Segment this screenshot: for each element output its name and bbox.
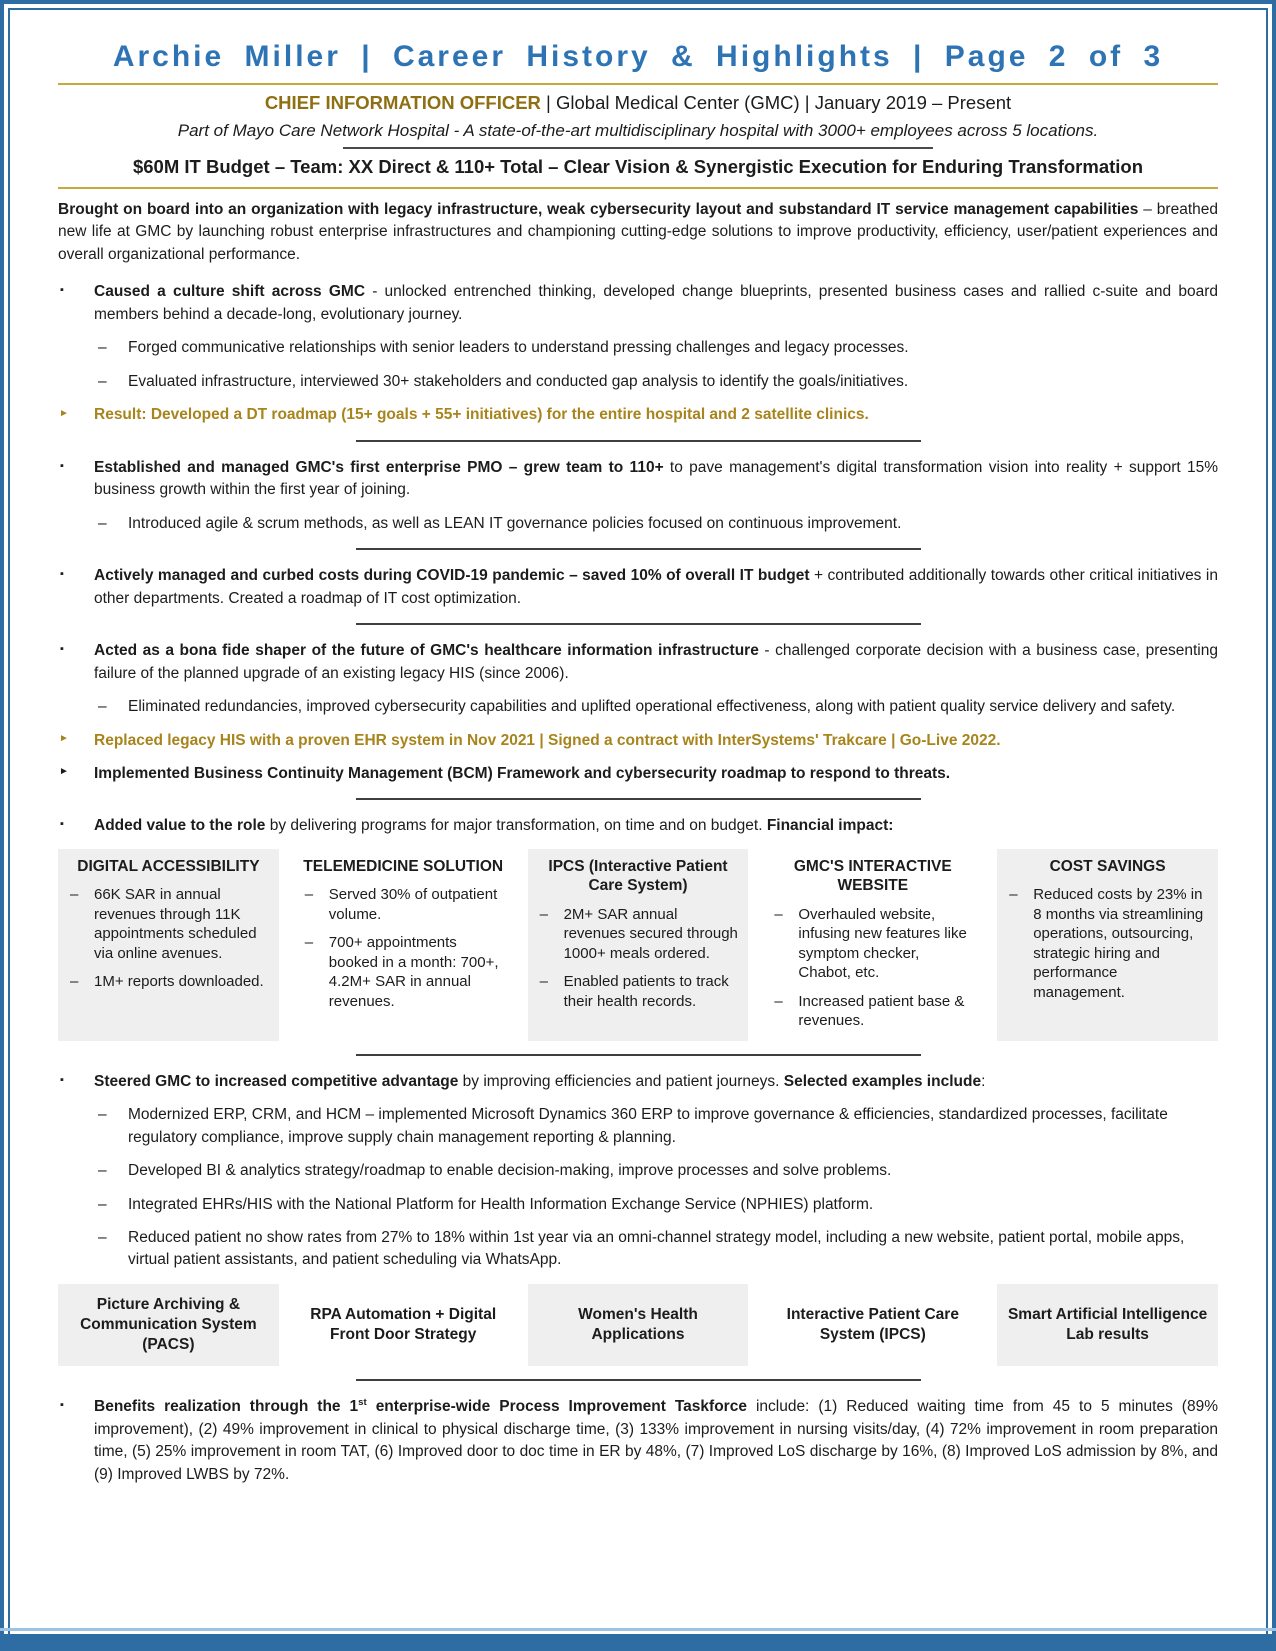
gold-rule-top [58,83,1218,85]
dash-bullet-icon: – [98,514,107,532]
bullet-item [58,1396,1218,1486]
document-body [58,281,1218,1486]
company-subtitle: Part of Mayo Care Network Hospital - A state-of-the-art multidisciplinary hospital with 3000+ employees across 5 locations. [177,121,1099,140]
bullet-item [58,457,1218,502]
bullet-item [58,281,1218,326]
subtitle-underline [343,147,933,149]
page-content [58,40,1218,1486]
impact-column [762,849,983,1041]
square-bullet-icon: ▪ [60,459,64,472]
bullet-text: Steered GMC to increased competitive advantage by improving efficiencies and patient journeys. Selected examples include: [94,1072,986,1090]
impact-column-item [67,885,270,963]
sub-bullet-item [58,696,1218,718]
program-box: Smart Artificial Intelligence Lab results [997,1284,1218,1366]
square-bullet-icon: ▪ [60,284,64,297]
impact-column-header: IPCS (Interactive Patient Care System) [548,857,728,895]
dash-bullet-icon: – [304,934,314,952]
impact-item-text: 66K SAR in annual revenues through 11K appointments scheduled via online avenues. [94,886,257,962]
arrow-bullet-icon: ► [59,733,69,744]
impact-column-header: GMC'S INTERACTIVE WEBSITE [793,857,952,895]
bullet-text: Result: Developed a DT roadmap (15+ goals + 55+ initiatives) for the entire hospital and 2 satellite clinics. [94,406,869,424]
dash-bullet-icon: – [70,973,79,991]
bullet-item [58,565,1218,610]
section-divider [356,798,921,800]
impact-column-item [67,972,270,992]
page-title: Archie Miller | Career History & Highlights | Page 2 of 3 [112,40,1164,73]
dash-bullet-icon: – [304,886,314,904]
financial-impact-table [58,849,1218,1041]
bullet-text: Actively managed and curbed costs during COVID-19 pandemic – saved 10% of overall IT budget + contributed additionally towards other critical initiatives in other departments. Created a roadmap of IT cost optimization. [94,567,1218,607]
dash-bullet-icon: – [539,905,548,923]
program-boxes-row [58,1284,1218,1366]
bullet-text: Implemented Business Continuity Management (BCM) Framework and cybersecurity roadmap to respond to threats. [94,764,951,782]
program-box: RPA Automation + Digital Front Door Strategy [310,1305,497,1343]
sub-bullet-item [58,1194,1218,1216]
role-company-dates: | Global Medical Center (GMC) | January 2019 – Present [540,92,1012,113]
dash-bullet-icon: – [98,1229,107,1246]
impact-item-text: 1M+ reports downloaded. [94,973,264,991]
bullet-text: Established and managed GMC's first enterprise PMO – grew team to 110+ to pave management's digital transformation vision into reality + support 15% business growth within the first year of joining. [94,458,1218,499]
bullet-text: Replaced legacy HIS with a proven EHR system in Nov 2021 | Signed a contract with InterSystems' Trakcare | Go-Live 2022. [94,731,1001,749]
dash-bullet-icon: – [1009,886,1018,904]
impact-column-item [1006,885,1209,1002]
result-line [58,730,1218,752]
dash-bullet-icon: – [774,905,783,923]
role-line [58,92,1218,114]
impact-item-text: Increased patient base & revenues. [798,992,965,1030]
square-bullet-icon: ▪ [60,643,64,656]
sub-bullet-item [58,1104,1218,1149]
sub-bullet-item [58,337,1218,359]
dash-bullet-icon: – [98,1195,107,1213]
section-divider [356,1379,921,1381]
dash-bullet-icon: – [98,1162,107,1180]
impact-item-text: Served 30% of outpatient volume. [328,886,498,923]
impact-column [528,849,749,1041]
impact-item-text: Enabled patients to track their health records. [563,973,729,1010]
impact-item-text: 2M+ SAR annual revenues secured through 1000+ meals ordered. [563,905,738,962]
program-box: Women's Health Applications [528,1284,749,1366]
impact-column-item [302,885,505,924]
intro-paragraph: Brought on board into an organization with legacy infrastructure, weak cybersecurity layout and substandard IT service management capabilities – breathed new life at GMC by launching robust enterprise infrastructures and championing cutting-edge solutions to improve productivity, efficiency, user/patient experiences and overall organizational performance. [58,201,1218,263]
impact-column [293,849,514,1041]
bullet-text: Added value to the role by delivering programs for major transformation, on time and on budget. Financial impact: [94,817,894,835]
impact-column-item [771,992,974,1031]
dash-bullet-icon: – [98,1106,107,1124]
impact-column [997,849,1218,1041]
square-bullet-icon: ▪ [60,818,64,831]
bullet-item [58,815,1218,837]
dash-bullet-icon: – [98,339,107,357]
dash-bullet-icon: – [98,698,107,716]
result-line [58,404,1218,426]
bullet-text: Benefits realization through the 1st enterprise-wide Process Improvement Taskforce include: (1) Reduced waiting time from 45 to 5 minutes (89% improvement), (2) 49% improvement in clinical to physical discharge time, (3) 133% improvement in nursing visits/day, (4) 72% improvement in room preparation time, (5) 25% improvement in room TAT, (6) Improved door to doc time in ER by 48%, (7) Improved LoS discharge by 16%, (8) Improved LoS admission by 8%, and (9) Improved LWBS by 72%. [94,1396,1218,1483]
section-divider [356,440,921,442]
gold-rule-bottom [58,187,1218,189]
budget-summary-line: $60M IT Budget – Team: XX Direct & 110+ Total – Clear Vision & Synergistic Execution for Enduring Transformation [132,156,1144,177]
dash-bullet-icon: – [539,973,548,991]
bullet-text: Developed BI & analytics strategy/roadmap to enable decision-making, improve processes and solve problems. [128,1162,892,1180]
square-bullet-icon: ▪ [60,1398,64,1411]
square-bullet-icon: ▪ [60,1073,64,1086]
dash-bullet-icon: – [70,886,79,904]
sub-bullet-item [58,513,1218,535]
arrow-bullet-icon: ► [59,766,69,778]
bullet-text: Evaluated infrastructure, interviewed 30+ stakeholders and conducted gap analysis to identify the goals/initiatives. [128,372,909,390]
dash-bullet-icon: – [774,992,783,1010]
impact-column-item [771,905,974,983]
sub-bullet-item [58,1227,1218,1272]
result-line [58,763,1218,785]
impact-column-header: TELEMEDICINE SOLUTION [303,857,504,875]
arrow-bullet-icon: ► [59,407,69,419]
bullet-text: Forged communicative relationships with senior leaders to understand pressing challenges and legacy processes. [128,339,909,357]
dash-bullet-icon: – [98,372,107,390]
bullet-item [58,1071,1218,1093]
program-box: Picture Archiving & Communication System (PACS) [58,1284,279,1366]
impact-column-header: COST SAVINGS [1049,857,1166,875]
impact-column-item [537,972,740,1011]
bullet-text: Introduced agile & scrum methods, as well as LEAN IT governance policies focused on continuous improvement. [128,514,902,532]
bullet-text: Integrated EHRs/HIS with the National Platform for Health Information Exchange Service (NPHIES) platform. [128,1195,874,1213]
square-bullet-icon: ▪ [60,568,64,581]
impact-column [58,849,279,1041]
program-box: Interactive Patient Care System (IPCS) [786,1305,959,1343]
bullet-text: Acted as a bona fide shaper of the future of GMC's healthcare information infrastructure - challenged corporate decision with a business case, presenting failure of the planned upgrade of an existing legacy HIS (since 2006). [94,642,1218,682]
impact-column-item [537,905,740,964]
section-divider [356,548,921,550]
impact-item-text: 700+ appointments booked in a month: 700+, 4.2M+ SAR in annual revenues. [328,934,499,1010]
bullet-text: Modernized ERP, CRM, and HCM – implemented Microsoft Dynamics 360 ERP to improve governance & efficiencies, standardized processes, facilitate regulatory compliance, improve supply chain management reporting & planning. [128,1106,1168,1146]
section-divider [356,1054,921,1056]
sub-bullet-item [58,371,1218,393]
bullet-text: Caused a culture shift across GMC - unlocked entrenched thinking, developed change blueprints, presented business cases and rallied c-suite and board members behind a decade-long, evolutionary journey. [94,283,1218,323]
bullet-text: Eliminated redundancies, improved cybersecurity capabilities and uplifted operational effectiveness, along with patient quality service delivery and safety. [128,698,1176,716]
bullet-text: Reduced patient no show rates from 27% to 18% within 1st year via an omni-channel strategy model, including a new website, patient portal, mobile apps, virtual patient assistants, and patient scheduling via WhatsApp. [128,1229,1185,1269]
impact-item-text: Overhauled website, infusing new features like symptom checker, Chabot, etc. [798,905,967,982]
footer-bar [0,1634,1276,1651]
impact-item-text: Reduced costs by 23% in 8 months via streamlining operations, outsourcing, strategic hiring and performance management. [1033,886,1204,1001]
role-title: CHIEF INFORMATION OFFICER [264,92,541,113]
impact-column-item [302,933,505,1011]
sub-bullet-item [58,1160,1218,1182]
section-divider [356,623,921,625]
bullet-item [58,640,1218,685]
impact-column-header: DIGITAL ACCESSIBILITY [77,857,260,875]
